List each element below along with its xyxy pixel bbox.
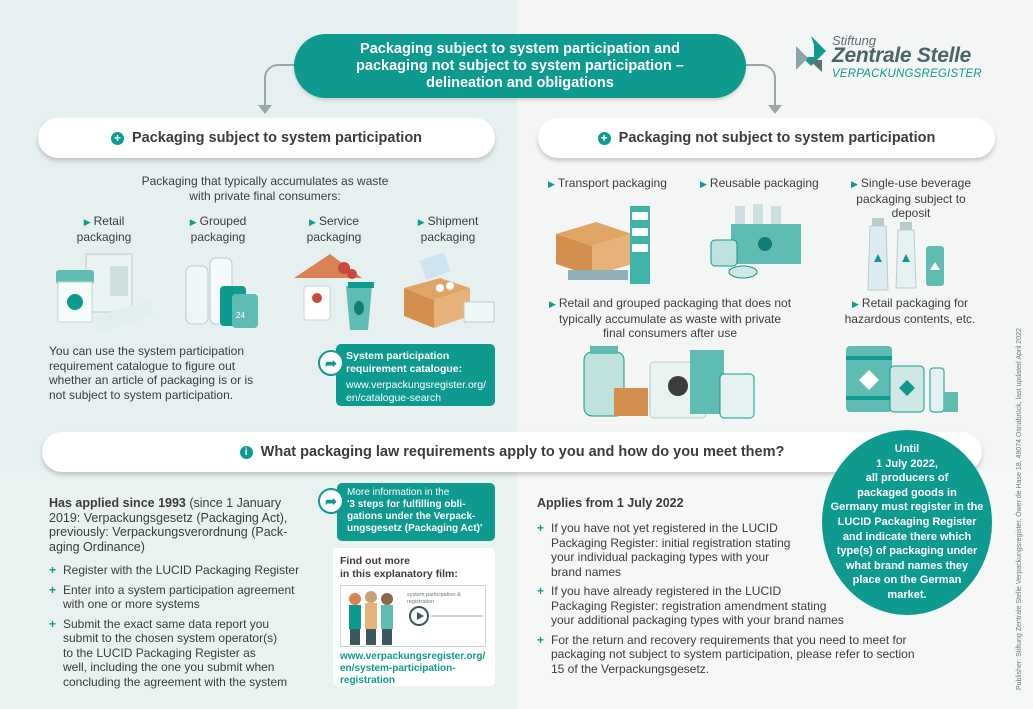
item-line: submit to the chosen system operator(s) [63,631,278,645]
triangle-icon: ▶ [700,179,707,189]
circle-line: type(s) of packaging under [836,545,978,558]
subject-heading-text: Packaging subject to system participation [131,130,423,146]
plus-icon: + [49,563,57,577]
item-line: your individual packaging types with your [551,550,770,564]
publisher-note: Publisher: Stiftung Zentrale Stelle Verpackungsregister, Öwer de Hase 18, 49074 Osnabrück, last updated April 2022 [1016,328,1023,690]
video-progress-bar[interactable] [431,615,483,617]
retail-grouped-not-waste-label [540,296,800,341]
film-url[interactable]: registration [340,675,396,686]
redirect-arrow-icon: ➦ [318,488,344,514]
category-label: packaging [420,229,476,244]
right-arrowhead-icon [768,105,782,114]
not-subject-heading-text: Packaging not subject to system participation [618,130,936,146]
circle-line: packaged goods in [857,486,957,499]
since-line: aging Ordinance) [49,539,145,554]
item-line: Register with the LUCID Packaging Register [63,563,300,577]
item-line: Packaging Register: registration amendment stating [551,598,827,613]
circle-line: Germany must register in the [830,501,984,514]
more-info-link-box[interactable] [337,483,495,541]
label-text: final consumers after use [602,326,738,340]
item-line: For the return and recovery requirements that you need to meet for [551,632,907,647]
since-bold: Has applied since 1993 [49,496,186,510]
item-line: with one or more systems [63,597,200,611]
film-thumbnail[interactable] [340,585,486,647]
subject-intro [120,174,410,203]
circle-line: what brand names they [845,559,969,572]
plus-icon: + [111,132,124,145]
left-arrowhead-icon [258,105,272,114]
category-label: Retail [93,214,125,228]
bulk-packaging-illustration [580,342,760,422]
obligations-list-1993 [49,563,319,694]
item-line: Submit the exact same data report you [63,616,270,631]
item-line: to the LUCID Packaging Register as [63,645,256,660]
item-line: If you have already registered in the LUCID [551,584,782,598]
svg-text:24: 24 [236,311,245,320]
label-text: deposit [891,206,931,220]
left-connector [264,64,296,108]
more-info-line: '3 steps for fulfilling obli- [347,499,466,510]
thumb-caption: registration [407,599,435,605]
right-connector [744,64,776,108]
subject-section-heading [38,118,495,158]
category-label: packaging [76,229,132,244]
intro-line: with private final consumers: [189,188,341,203]
redirect-arrow-icon: ➦ [318,350,344,376]
category-shipment [406,214,490,244]
not-subject-section-heading [538,118,995,158]
label-text: typically accumulate as waste with private [558,311,782,326]
catalogue-url[interactable]: www.verpackungsregister.org/ [346,379,487,391]
since-1993-text [49,496,319,554]
circle-line: Until [894,443,920,455]
hazardous-contents-label [840,296,980,326]
play-icon [417,612,424,620]
item-line: well, including the one you submit when [63,660,275,674]
info-icon: i [240,446,253,459]
film-heading: Find out more [340,555,410,567]
category-label: Service [318,214,359,228]
logo [792,30,992,90]
title-line-1: Packaging subject to system participation and [360,41,680,57]
plus-icon: + [49,616,57,631]
category-retail [64,214,144,244]
note-line: You can use the system participation [49,344,245,358]
item-line: Packaging Register: initial registration stating [551,535,791,550]
main-title [294,34,746,98]
triangle-icon: ▶ [189,217,197,227]
category-label: Shipment [427,214,479,228]
item-line: packaging not subject to system participation, please refer to section [551,647,915,661]
note-line: requirement catalogue to figure out [49,358,236,373]
since-rest: (since 1 January [185,496,282,510]
catalogue-title: requirement catalogue: [346,362,463,375]
film-url[interactable]: www.verpackungsregister.org/ [340,651,486,662]
list-item [537,633,957,677]
film-url[interactable]: en/system-participation- [340,663,456,674]
logo-mark-icon [792,34,830,74]
triangle-icon: ▶ [548,179,555,189]
item-line: 15 of the Verpackungsgesetz. [551,661,710,676]
triangle-icon: ▶ [417,217,425,227]
category-label: packaging [306,229,362,244]
item-line: If you have not yet registered in the LUCID [551,521,778,535]
more-info-line: More information in the [347,487,450,498]
item-line: Enter into a system participation agreement [63,582,295,597]
triangle-icon: ▶ [852,299,859,309]
shipment-packaging-illustration [400,248,500,338]
item-line: concluding the agreement with the system [63,674,288,689]
item-line: your additional packaging types with your brand names [551,613,844,627]
play-button[interactable] [409,606,429,626]
triangle-icon: ▶ [851,179,858,189]
label-text: packaging subject to [856,191,966,206]
more-info-line: ungsgesetz (Packaging Act)' [347,523,483,534]
note-line: whether an article of packaging is or is [49,373,254,387]
intro-line: Packaging that typically accumulates as waste [141,174,389,188]
applies-from-heading: Applies from 1 July 2022 [537,496,684,510]
plus-icon: + [537,632,545,647]
transport-packaging-label [548,176,667,192]
category-label: Grouped [199,214,247,228]
service-packaging-illustration [290,248,390,338]
label-text: Single-use beverage [860,176,971,190]
plus-icon: + [537,521,545,535]
triangle-icon: ▶ [309,217,316,227]
category-label: packaging [190,229,246,244]
title-line-2: packaging not subject to system participation – [356,58,684,74]
circle-line: 1 July 2022, [876,457,938,470]
category-grouped [176,214,260,244]
list-item [49,583,319,612]
logo-zentrale-stelle: Zentrale Stelle [832,44,972,67]
circle-line: place on the German [852,574,962,587]
plus-icon: + [537,584,545,598]
list-item [49,563,319,578]
requirements-heading-text: What packaging law requirements apply to you and how do you meet them? [260,444,785,460]
triangle-icon: ▶ [548,299,556,309]
logo-stiftung: Stiftung [832,33,877,48]
category-service [292,214,376,244]
more-info-line: gations under the Verpack- [347,511,476,522]
catalogue-link-box[interactable] [336,344,495,406]
item-line: brand names [551,564,622,579]
plus-icon: + [49,582,57,597]
circle-line: market. [887,588,927,601]
film-heading: in this explanatory film: [340,568,458,580]
transport-packaging-illustration [552,200,672,290]
triangle-icon: ▶ [83,217,91,227]
circle-line: LUCID Packaging Register [837,515,977,528]
label-text: Retail and grouped packaging that does not [558,296,792,310]
reusable-packaging-label [700,176,819,192]
reusable-packaging-illustration [705,200,815,285]
deadline-circle [822,430,992,615]
note-line: not subject to system participation. [49,387,234,402]
label-text: Transport packaging [557,176,667,190]
circle-line: and indicate there which [842,530,972,543]
thumb-caption: system participation & [407,592,461,598]
plus-icon: + [598,132,611,145]
catalogue-note [49,344,319,402]
people-illustration-icon [343,587,399,647]
since-line: previously: Verpackungsverordnung (Pack- [49,525,288,539]
grouped-packaging-illustration [180,246,270,336]
catalogue-url[interactable]: en/catalogue-search [346,391,442,404]
label-text: Retail packaging for [861,296,968,310]
beverage-deposit-illustration [860,210,960,300]
circle-line: all producers of [865,472,949,485]
retail-packaging-illustration [50,248,160,338]
hazardous-packaging-illustration [842,338,962,418]
catalogue-title: System participation [346,350,450,362]
label-text: Reusable packaging [709,176,819,190]
list-item [49,617,319,690]
label-text: hazardous contents, etc. [844,311,976,326]
logo-verpackungsregister: VERPACKUNGSREGISTER [832,68,982,80]
title-line-3: delineation and obligations [426,75,614,91]
since-line: 2019: Verpackungsgesetz (Packaging Act), [49,510,288,525]
film-box [333,548,495,686]
